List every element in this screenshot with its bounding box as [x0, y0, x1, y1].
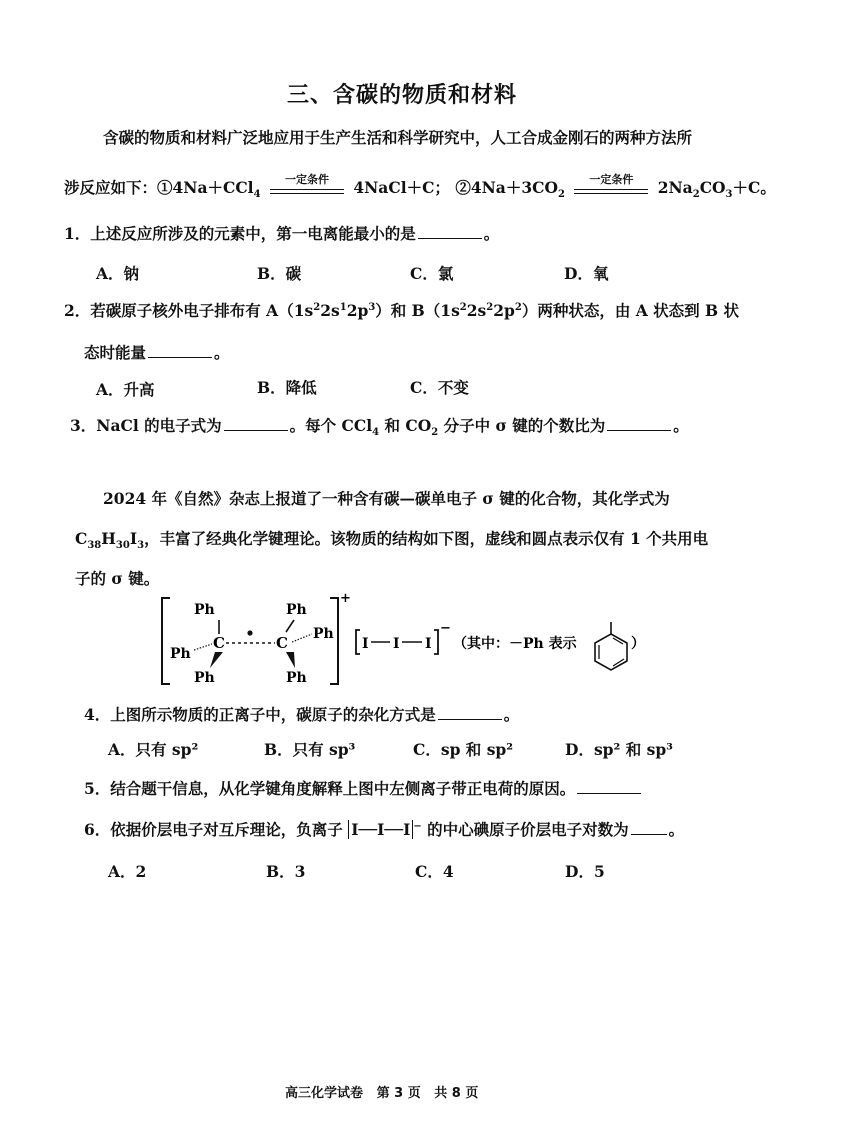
iodine-atom-1: I — [362, 636, 369, 652]
q6-option-a: A．2 — [108, 862, 147, 881]
question-1: 1．上述反应所涉及的元素中，第一电离能最小的是 。 — [64, 224, 500, 243]
q2-option-a: A．升高 — [96, 380, 155, 399]
question-5: 5．结合题干信息，从化学键角度解释上图中左侧离子带正电荷的原因。 — [84, 777, 643, 799]
ph-right-bottom: Ph — [286, 670, 307, 686]
exam-name: 高三化学试卷 — [285, 1086, 364, 1101]
equation-2-right: $2Na_2CO_3+C$。 — [657, 178, 776, 201]
question-4: 4．上图所示物质的正离子中，碳原子的杂化方式是 。 — [84, 705, 520, 724]
wedge-bond — [286, 652, 295, 668]
q4-option-c: C．sp 和 sp² — [413, 740, 514, 759]
answer-blank[interactable] — [438, 707, 502, 720]
q4-option-a: A．只有 sp² — [108, 740, 199, 759]
answer-blank[interactable] — [631, 822, 667, 835]
iodine-atom-2: I — [393, 636, 400, 652]
answer-blank[interactable] — [148, 345, 212, 358]
question-6: 6．依据价层电子对互斥理论，负离子 I──I──I − 的中心碘原子价层电子对数为 。 — [84, 820, 685, 839]
q2-option-b: B．降低 — [257, 378, 317, 397]
passage-line-3: 子的 σ 键。 — [75, 569, 160, 588]
carbon-left: C — [213, 634, 225, 652]
q4-option-b: B．只有 sp³ — [264, 740, 356, 759]
q1-option-c: C．氯 — [410, 264, 454, 283]
answer-blank[interactable] — [418, 226, 482, 239]
cation-charge: + — [340, 591, 351, 606]
phenyl-note: （其中：－Ph 表示 — [453, 636, 577, 652]
passage-line-1: 2024 年《自然》杂志上报道了一种含有碳—碳单电子 σ 键的化合物，其化学式为 — [103, 489, 670, 508]
ph-left-top: Ph — [194, 602, 215, 618]
question-2: 2．若碳原子核外电子排布有 $A(1s^22s^12p^3)$和 $B(1s^22s^22p^2)$两种状态，由 A 状态到 B 状 — [64, 301, 740, 320]
reaction-condition-arrow: 一定条件 — [574, 180, 648, 198]
q6-option-d: D．5 — [565, 862, 605, 881]
benzene-ring-icon — [595, 622, 627, 670]
equation-1-right: 4NaCl＋C； — [353, 178, 450, 197]
q6-option-b: B．3 — [266, 862, 306, 881]
intro-line-1: 含碳的物质和材料广泛地应用于生产生活和科学研究中，人工合成金刚石的两种方法所 — [103, 128, 693, 147]
iodine-atom-3: I — [425, 636, 432, 652]
ph-right-top: Ph — [286, 602, 307, 618]
ph-right-side: Ph — [313, 626, 334, 642]
phenyl-note-end: ） — [631, 636, 645, 652]
q4-option-d: D．sp² 和 sp³ — [565, 740, 673, 759]
molecular-structure-figure — [150, 588, 650, 692]
ph-left-bottom: Ph — [194, 670, 215, 686]
wedge-bond — [210, 652, 223, 668]
q1-option-a: A．钠 — [96, 264, 140, 283]
equation-prefix: 涉反应如下： — [64, 178, 158, 197]
q1-option-d: D．氧 — [564, 264, 609, 283]
page-footer — [285, 1082, 478, 1101]
q6-option-c: C．4 — [415, 862, 454, 881]
question-2-line-2: 态时能量 。 — [84, 343, 230, 362]
section-title: 三、含碳的物质和材料 — [287, 83, 518, 108]
equation-1-left: ①4Na＋CCl — [157, 178, 254, 197]
equation-2-left: ②4Na＋3CO — [455, 178, 558, 197]
page-number: 第 3 页 — [376, 1086, 421, 1101]
answer-blank[interactable] — [577, 781, 641, 794]
question-3: 3．NaCl 的电子式为 。每个 CCl$_4$ 和 $CO_2$ 分子中 σ 键的个数比为 。 — [70, 416, 689, 439]
carbon-right: C — [276, 634, 288, 652]
ph-left-side: Ph — [170, 646, 191, 662]
answer-blank[interactable] — [224, 418, 288, 431]
bracket-left — [162, 598, 170, 684]
q1-option-b: B．碳 — [257, 264, 302, 283]
reaction-condition-arrow: 一定条件 — [270, 180, 344, 198]
page-total: 共 8 页 — [434, 1086, 479, 1101]
anion-charge: − — [440, 621, 451, 636]
q2-option-c: C．不变 — [410, 378, 469, 397]
triiodide-inline: I──I──I — [348, 820, 413, 839]
answer-blank[interactable] — [607, 418, 671, 431]
passage-line-2: $C_{38}H_{30}I_3$，丰富了经典化学键理论。该物质的结构如下图，虚线和圆点表示仅有 1 个共用电 — [75, 529, 709, 552]
single-electron-dot — [247, 630, 252, 635]
reaction-equations: 涉反应如下：①4Na＋CCl$_4$ 一定条件 4NaCl＋C； $②4Na+3CO_2$ 一定条件 $2Na_2CO_3+C$。 — [64, 173, 776, 201]
